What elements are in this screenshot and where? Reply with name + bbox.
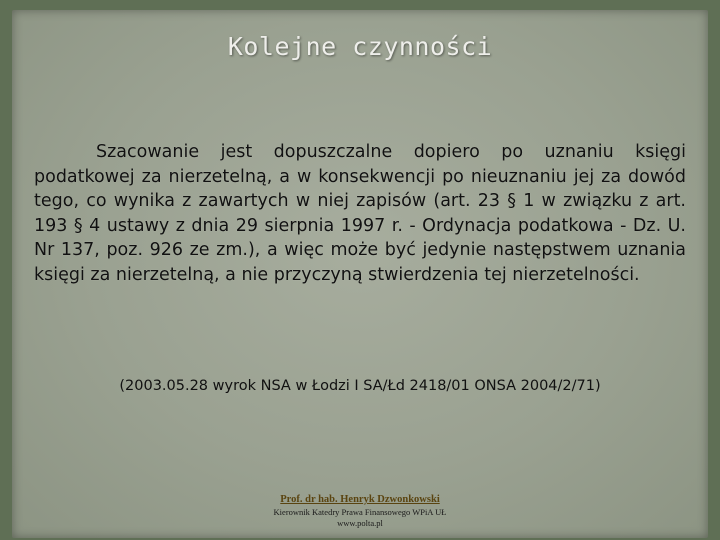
website-text: www.polta.pl — [337, 518, 383, 528]
slide-title: Kolejne czynności — [227, 32, 493, 61]
footer — [0, 489, 720, 529]
body-paragraph: Szacowanie jest dopuszczalne dopiero po uznaniu księgi podatkowej za nierzetelną, a w konsekwencji po nieuznaniu jej za dowód tego, co wynika z zawartych w niej zapisów (art. 23 § 1 w związku z art. 193 § 4 ustawy z dnia 29 sierpnia 1997 r. - Ordynacja podatkowa - Dz. U. Nr 137, poz. 926 ze zm.), a więc może być jedynie następstwem uznania księgi za nierzetelną, a nie przyczyną stwierdzenia tej nierzetelności. — [34, 142, 686, 285]
author-link[interactable]: Prof. dr hab. Henryk Dzwonkowski — [280, 494, 440, 505]
court-citation: (2003.05.28 wyrok NSA w Łodzi I SA/Łd 2418/01 ONSA 2004/2/71) — [119, 378, 601, 394]
author-role: Kierownik Katedry Prawa Finansowego WPiA UŁ — [273, 507, 447, 517]
